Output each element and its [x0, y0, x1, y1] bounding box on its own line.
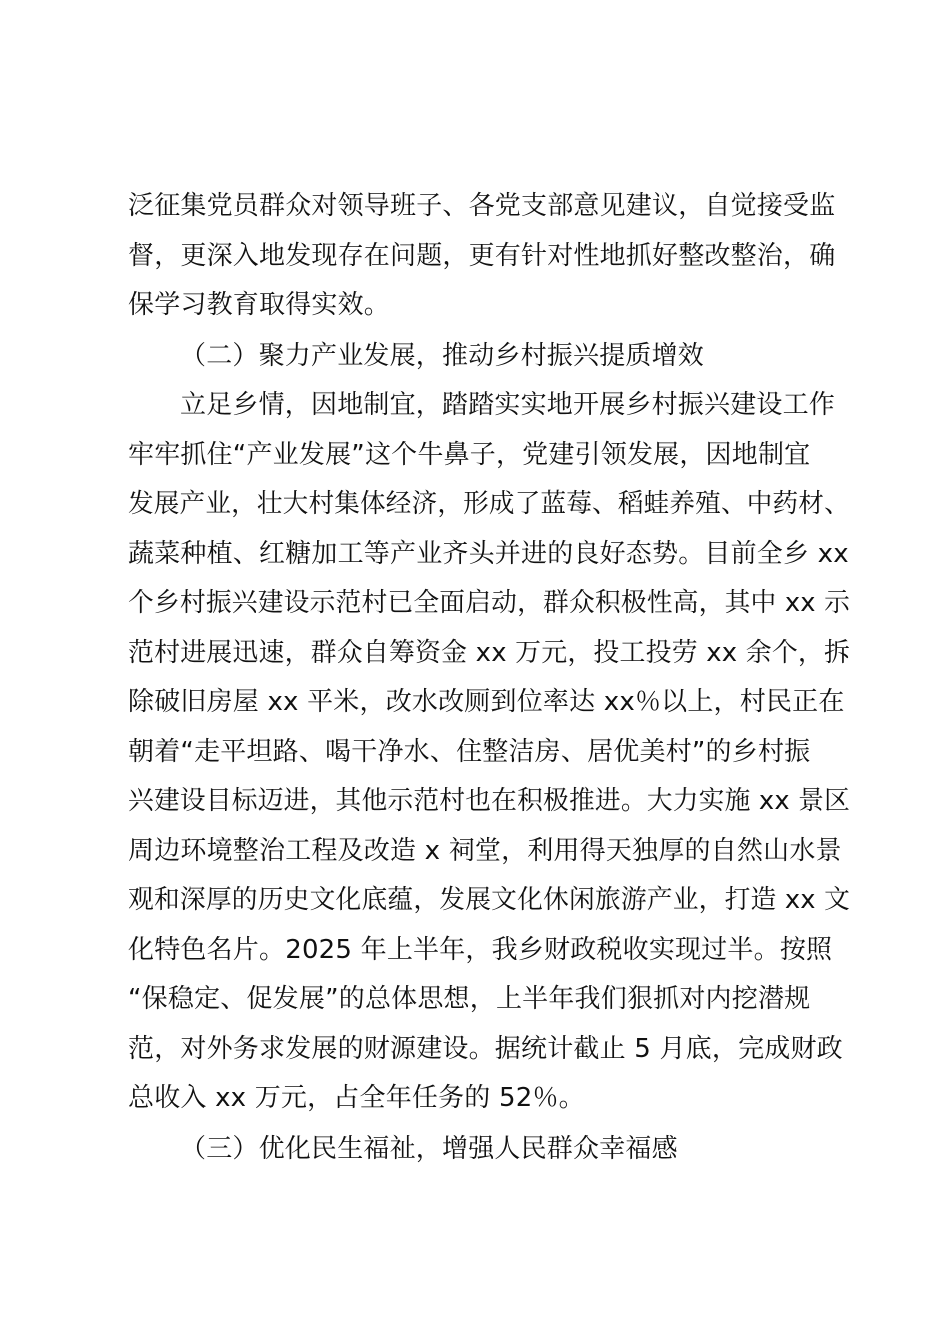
body-line-6: 牢牢抓住“产业发展”这个牛鼻子，党建引领发展，因地制宜 — [128, 439, 811, 470]
body-line-16: 化特色名片。2025 年上半年，我乡财政税收实现过半。按照 — [128, 934, 833, 965]
body-line-13: 兴建设目标迈进，其他示范村也在积极推进。大力实施 xx 景区 — [128, 786, 851, 816]
body-line-14: 周边环境整治工程及改造 x 祠堂，利用得天独厚的自然山水景 — [128, 835, 842, 866]
section-heading-2: （二）聚力产业发展，推动乡村振兴提质增效 — [180, 340, 705, 371]
body-line-10: 范村进展迅速，群众自筹资金 xx 万元，投工投劳 xx 余个，拆 — [128, 637, 851, 668]
body-line-19: 总收入 xx 万元，占全年任务的 52％。 — [128, 1083, 585, 1113]
paragraph-first-line: 立足乡情，因地制宜，踏踏实实地开展乡村振兴建设工作 — [180, 390, 836, 420]
body-line-3: 保学习教育取得实效。 — [128, 290, 391, 320]
body-line-2: 督，更深入地发现存在问题，更有针对性地抓好整改整治，确 — [128, 240, 836, 271]
section-heading-3: （三）优化民生福祉，增强人民群众幸福感 — [180, 1133, 678, 1164]
body-line-7: 发展产业，壮大村集体经济，形成了蓝莓、稻蛙养殖、中药材、 — [128, 489, 850, 519]
body-line-8: 蔬菜种植、红糖加工等产业齐头并进的良好态势。目前全乡 xx — [128, 538, 849, 569]
body-line-12: 朝着“走平坦路、喝干净水、住整洁房、居优美村”的乡村振 — [128, 736, 811, 767]
body-line-1: 泛征集党员群众对领导班子、各党支部意见建议，自觉接受监 — [128, 191, 836, 221]
body-line-9: 个乡村振兴建设示范村已全面启动，群众积极性高，其中 xx 示 — [128, 588, 851, 618]
body-line-17: “保稳定、促发展”的总体思想，上半年我们狠抓对内挖潜规 — [128, 984, 811, 1014]
body-line-18: 范，对外务求发展的财源建设。据统计截止 5 月底，完成财政 — [128, 1033, 843, 1064]
body-line-15: 观和深厚的历史文化底蕴，发展文化休闲旅游产业，打造 xx 文 — [128, 885, 851, 915]
document-body — [128, 182, 851, 1174]
body-line-11: 除破旧房屋 xx 平米，改水改厕到位率达 xx％以上，村民正在 — [128, 687, 845, 717]
